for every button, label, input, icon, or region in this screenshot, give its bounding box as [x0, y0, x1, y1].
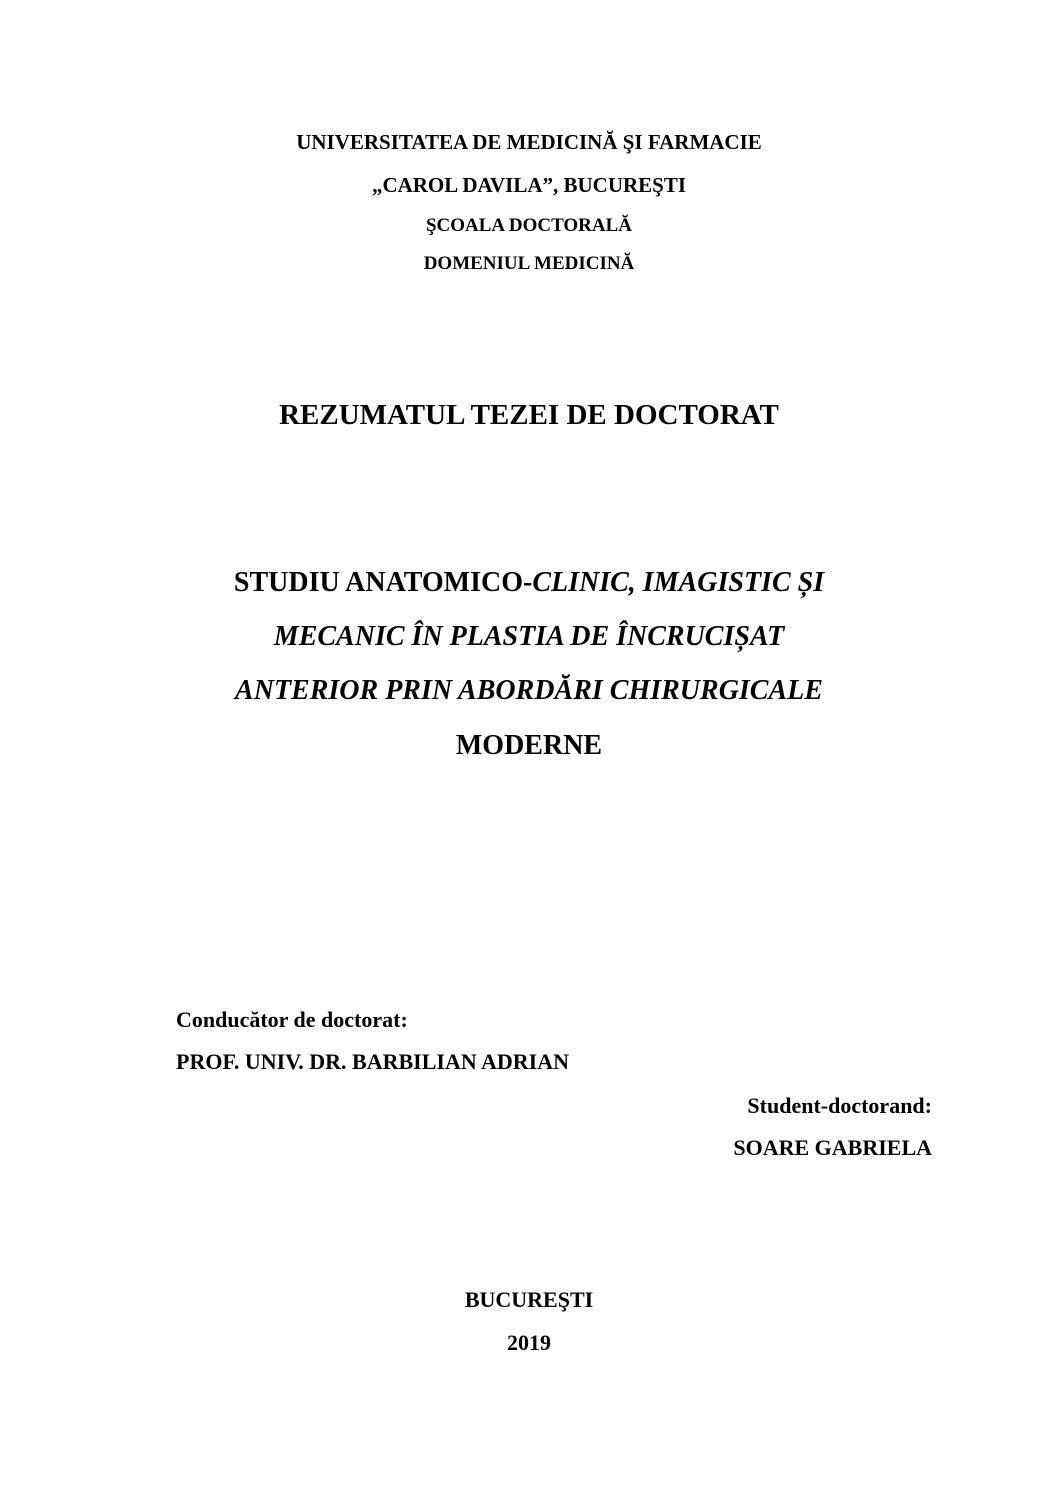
university-name-line1: UNIVERSITATEA DE MEDICINĂ ŞI FARMACIE — [296, 130, 762, 154]
university-name-line2: „CAROL DAVILA”, BUCUREŞTI — [371, 173, 687, 197]
thesis-title-line4: MODERNE — [455, 730, 603, 761]
field-of-study: DOMENIUL MEDICINĂ — [423, 253, 635, 274]
thesis-title-line1-regular: STUDIU ANATOMICO- — [233, 567, 533, 598]
thesis-title-line1 — [0, 566, 1058, 600]
supervisor-name: PROF. UNIV. DR. BARBILIAN ADRIAN — [176, 1049, 570, 1074]
thesis-title-line2 — [0, 620, 1058, 654]
student-name: SOARE GABRIELA — [733, 1135, 932, 1160]
footer-city: BUCUREŞTI — [464, 1287, 594, 1312]
thesis-title-line2-text: MECANIC ÎN PLASTIA DE ÎNCRUCIȘAT — [273, 621, 785, 652]
footer-year: 2019 — [507, 1330, 551, 1355]
thesis-title-line3-text: ANTERIOR PRIN ABORDĂRI CHIRURGICALE — [235, 675, 823, 706]
doctoral-school: ŞCOALA DOCTORALĂ — [425, 215, 633, 236]
supervisor-label: Conducător de doctorat: — [176, 1007, 408, 1032]
document-title: REZUMATUL TEZEI DE DOCTORAT — [279, 399, 779, 431]
thesis-title-line1-italic: CLINIC, IMAGISTIC ȘI — [532, 567, 825, 598]
student-label: Student-doctorand: — [747, 1093, 932, 1118]
thesis-title-line3 — [0, 674, 1058, 708]
